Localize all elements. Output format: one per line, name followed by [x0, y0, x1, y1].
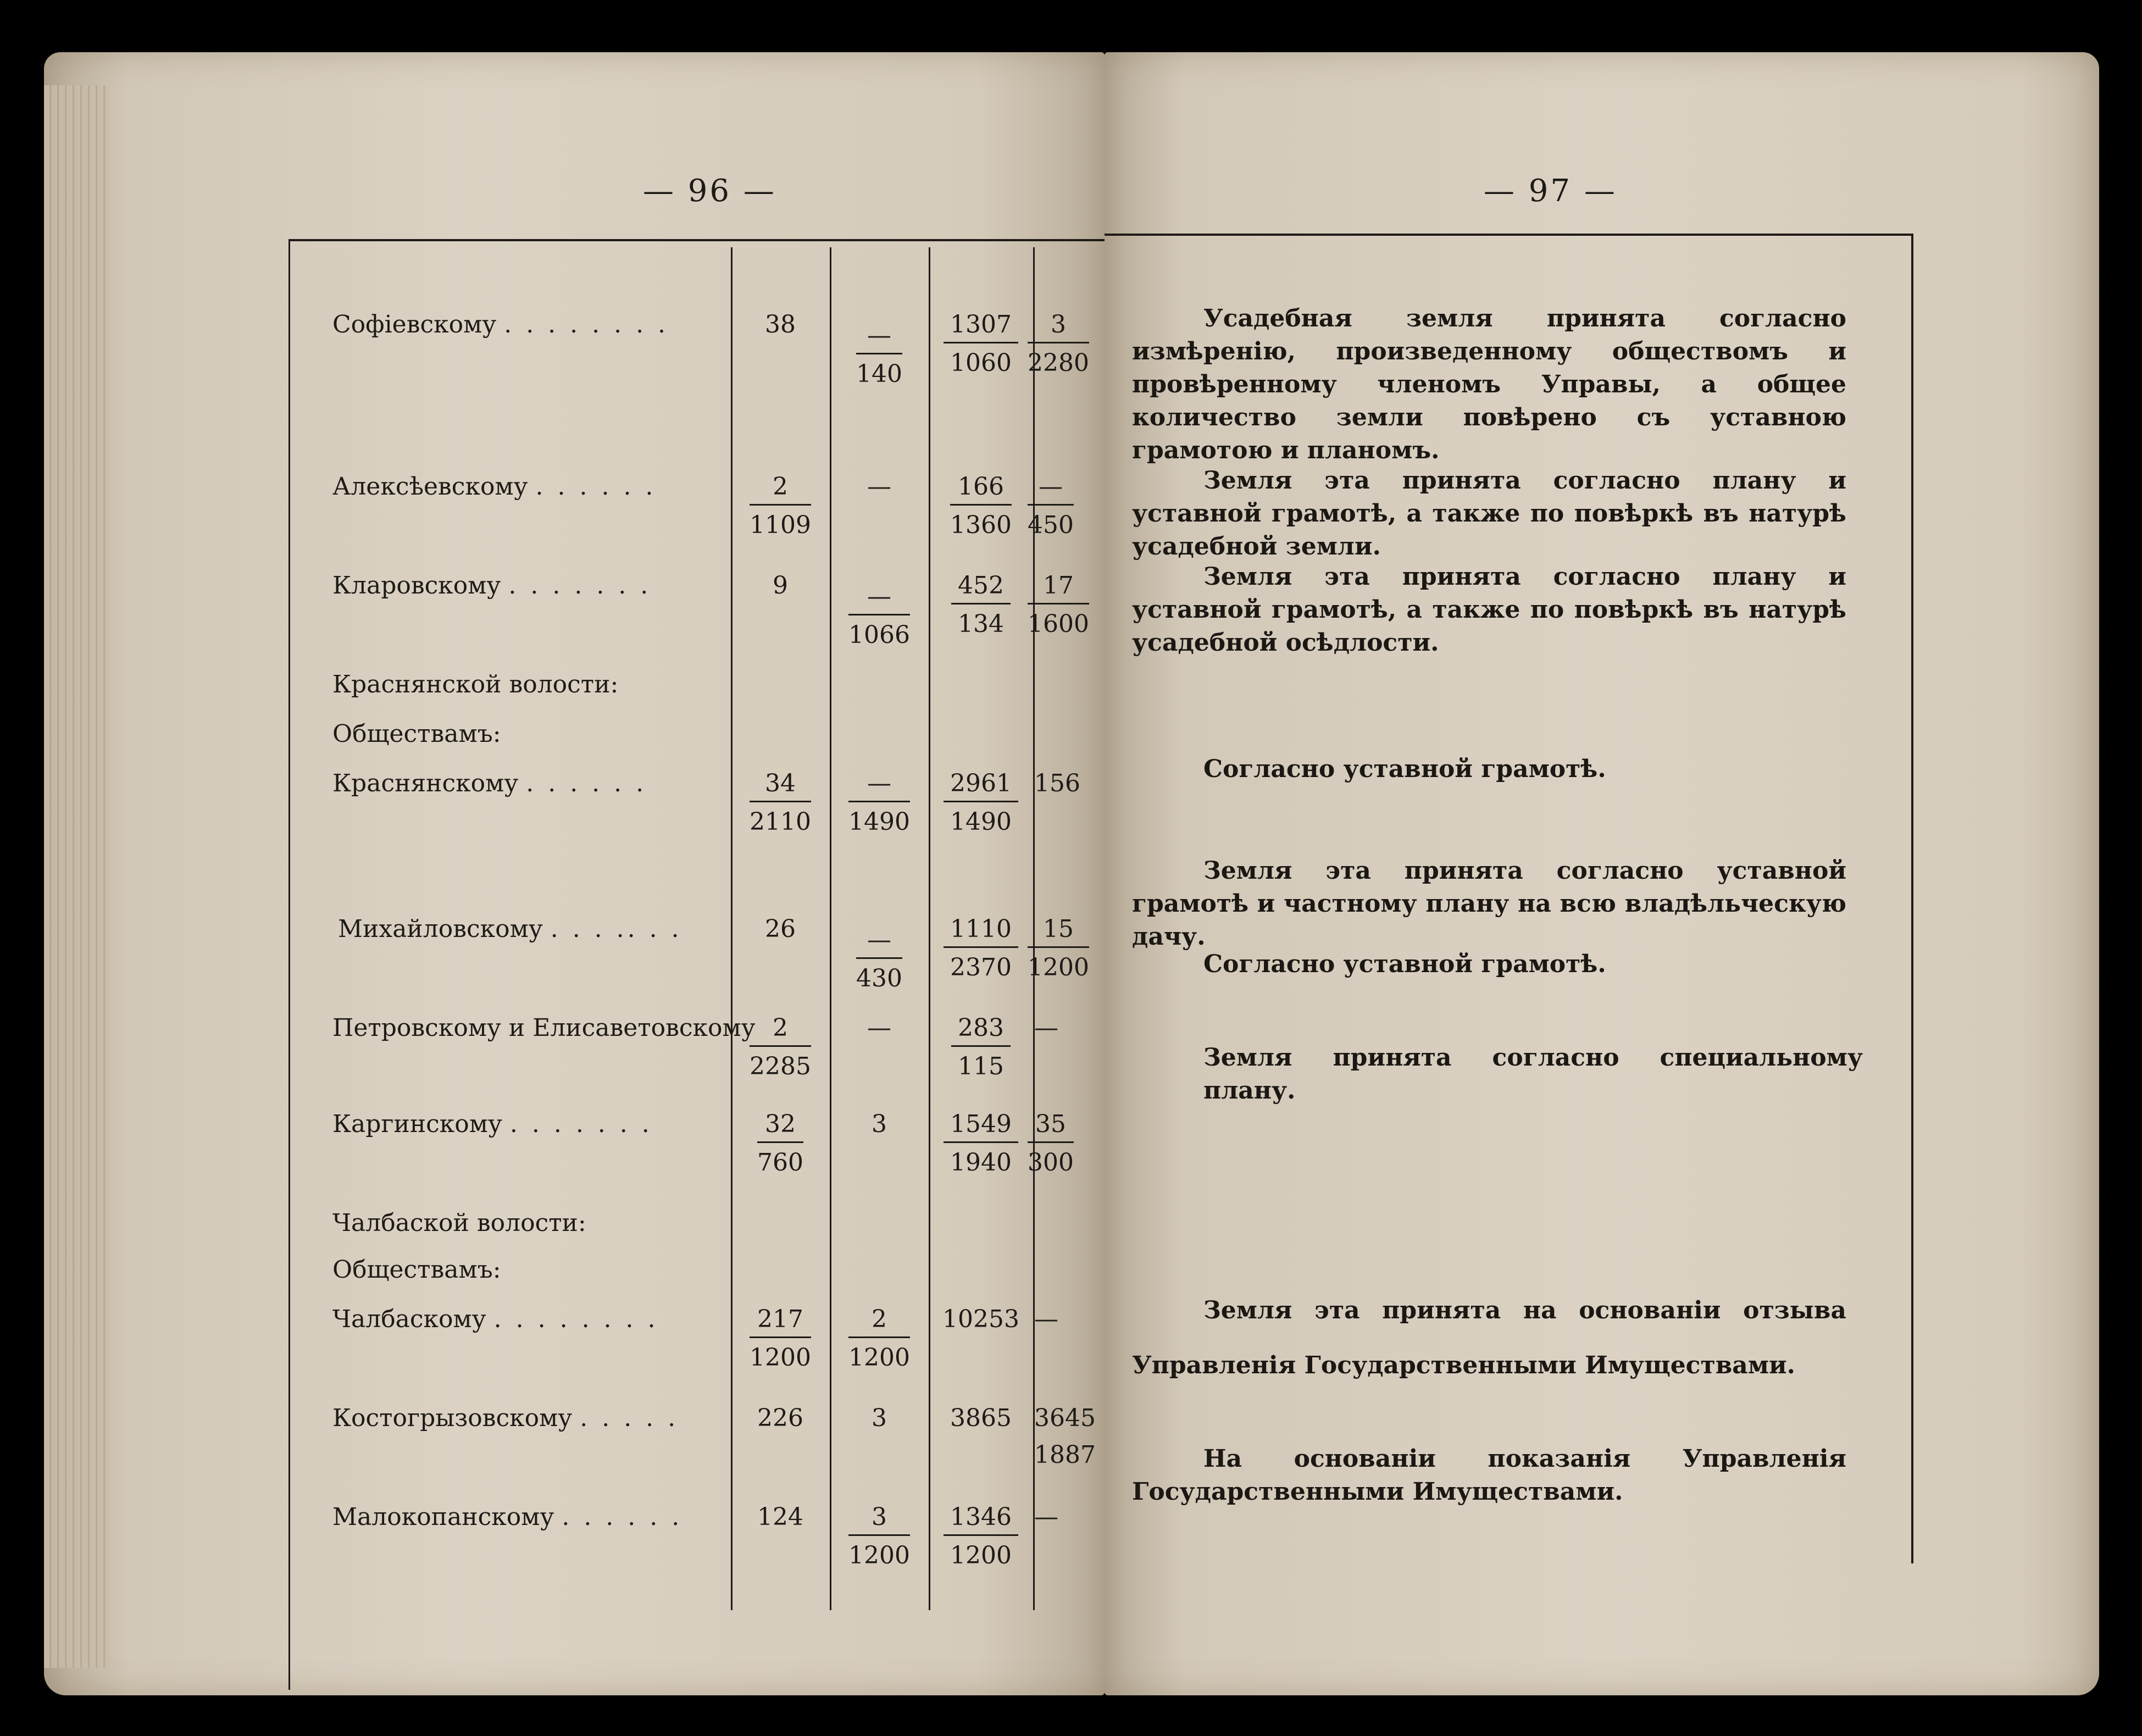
table-cell: $\frac{3}{1200}$	[848, 1503, 910, 1569]
left-page	[44, 52, 1105, 1695]
table-row-label: Краснянскому . . . . . .	[332, 769, 647, 797]
table-cell: $\frac{32}{760}$	[757, 1110, 803, 1177]
table-cell: —	[867, 1014, 891, 1042]
table-cell: $\frac{—}{1066}$	[848, 583, 910, 649]
right-page	[1105, 52, 2099, 1695]
table-cell: 38	[765, 310, 796, 339]
table-row-label: Петровскому и Елисаветовскому	[332, 1014, 756, 1042]
table-right-border	[1911, 234, 1913, 1563]
table-cell: $\frac{34}{2110}$	[750, 769, 811, 836]
table-cell: $\frac{2}{1200}$	[848, 1305, 910, 1372]
table-cell: 10253	[942, 1305, 1019, 1333]
table-cell: —	[1034, 1305, 1058, 1333]
table-cell: 156	[1034, 769, 1080, 797]
table-row-label: Михайловскому . . . .. . .	[338, 915, 682, 943]
table-top-rule	[1105, 234, 1912, 236]
table-cell: 3	[872, 1404, 887, 1432]
table-cell: 26	[765, 915, 796, 943]
table-left-border	[288, 239, 290, 1690]
remark-text: Земля эта принята согласно плану и уставной грамотѣ, а также по повѣркѣ въ натурѣ усадебной земли.	[1132, 467, 1846, 561]
table-top-rule	[288, 239, 1105, 241]
table-cell: $\frac{2}{1109}$	[750, 473, 811, 539]
table-cell: —	[1034, 1503, 1058, 1531]
table-cell: $\frac{—}{430}$	[856, 926, 902, 992]
table-row-label: Каргинскому . . . . . . .	[332, 1110, 653, 1138]
table-row-label: Чалбаскому . . . . . . . .	[332, 1305, 659, 1333]
table-row-label: Костогрызовскому . . . . .	[332, 1404, 679, 1432]
table-cell: $\frac{166}{1360}$	[950, 473, 1012, 539]
remark-text: Земля эта принята согласно плану и уставной грамотѣ, а также по повѣркѣ въ натурѣ усадебной осѣдлости.	[1132, 563, 1846, 657]
table-row-label: Софіевскому . . . . . . . .	[332, 310, 669, 339]
table-cell: $\frac{17}{1600}$	[1028, 572, 1089, 638]
table-cell: 9	[773, 572, 788, 600]
remark-text: Усадебная земля принята согласно измѣренію, произведенному обществомъ и провѣренному членомъ Управы, а общее количество земли повѣрено съ уставною грамотою и планомъ.	[1132, 304, 1846, 464]
open-book	[44, 52, 2099, 1695]
table-cell: $\frac{—}{450}$	[1028, 473, 1074, 539]
table-cell: $\frac{1346}{1200}$	[929, 1503, 1033, 1569]
table-cell: $\frac{15}{1200}$	[1028, 915, 1089, 981]
table-cell: 3	[872, 1110, 887, 1138]
table-cell: $\frac{217}{1200}$	[750, 1305, 811, 1372]
remark-text: Согласно уставной грамотѣ.	[1203, 950, 1606, 978]
remark-text: Земля принята согласно специальному плану.	[1203, 1044, 1863, 1105]
table-cell: 3645 1887	[1034, 1404, 1096, 1469]
table-cell: $\frac{—}{140}$	[856, 321, 902, 388]
page-number-left: — 96 —	[643, 173, 776, 209]
section-subheading: Обществамъ:	[332, 1256, 501, 1284]
table-row-label: Кларовскому . . . . . . .	[332, 572, 652, 600]
table-cell: $\frac{283}{115}$	[929, 1014, 1033, 1080]
page-edges	[44, 85, 110, 1668]
page-number-right: — 97 —	[1484, 173, 1617, 209]
table-cell: $\frac{2961}{1490}$	[929, 769, 1033, 836]
remark-text: Земля эта принята согласно уставной грамотѣ и частному плану на всю владѣльческую дачу.	[1132, 857, 1846, 951]
table-cell: —	[867, 473, 891, 501]
table-cell: $\frac{3}{2280}$	[1028, 310, 1089, 377]
table-cell: $\frac{1110}{2370}$	[929, 915, 1033, 981]
table-cell: $\frac{1307}{1060}$	[929, 310, 1033, 377]
table-cell: —	[1034, 1014, 1058, 1042]
table-cell: 226	[757, 1404, 803, 1432]
table-cell: $\frac{1549}{1940}$	[929, 1110, 1033, 1177]
table-cell: 3865	[950, 1404, 1012, 1432]
remark-text: Согласно уставной грамотѣ.	[1203, 755, 1606, 783]
table-cell: $\frac{2}{2285}$	[750, 1014, 811, 1080]
table-cell: 124	[757, 1503, 803, 1531]
table-row-label: Алексѣевскому . . . . . .	[332, 473, 657, 501]
section-subheading: Обществамъ:	[332, 720, 501, 748]
section-heading: Чалбаской волости:	[332, 1209, 586, 1237]
table-cell: $\frac{452}{134}$	[929, 572, 1033, 638]
table-row-label: Малокопанскому . . . . . .	[332, 1503, 683, 1531]
table-cell: $\frac{35}{300}$	[1028, 1110, 1074, 1177]
remark-text: Земля эта принята на основаніи отзыва Управленія Государственными Имуществами.	[1132, 1296, 1846, 1379]
table-cell: $\frac{—}{1490}$	[848, 769, 910, 836]
section-heading: Краснянской волости:	[332, 670, 619, 698]
remark-text: На основаніи показанія Управленія Государственными Имуществами.	[1132, 1445, 1846, 1506]
